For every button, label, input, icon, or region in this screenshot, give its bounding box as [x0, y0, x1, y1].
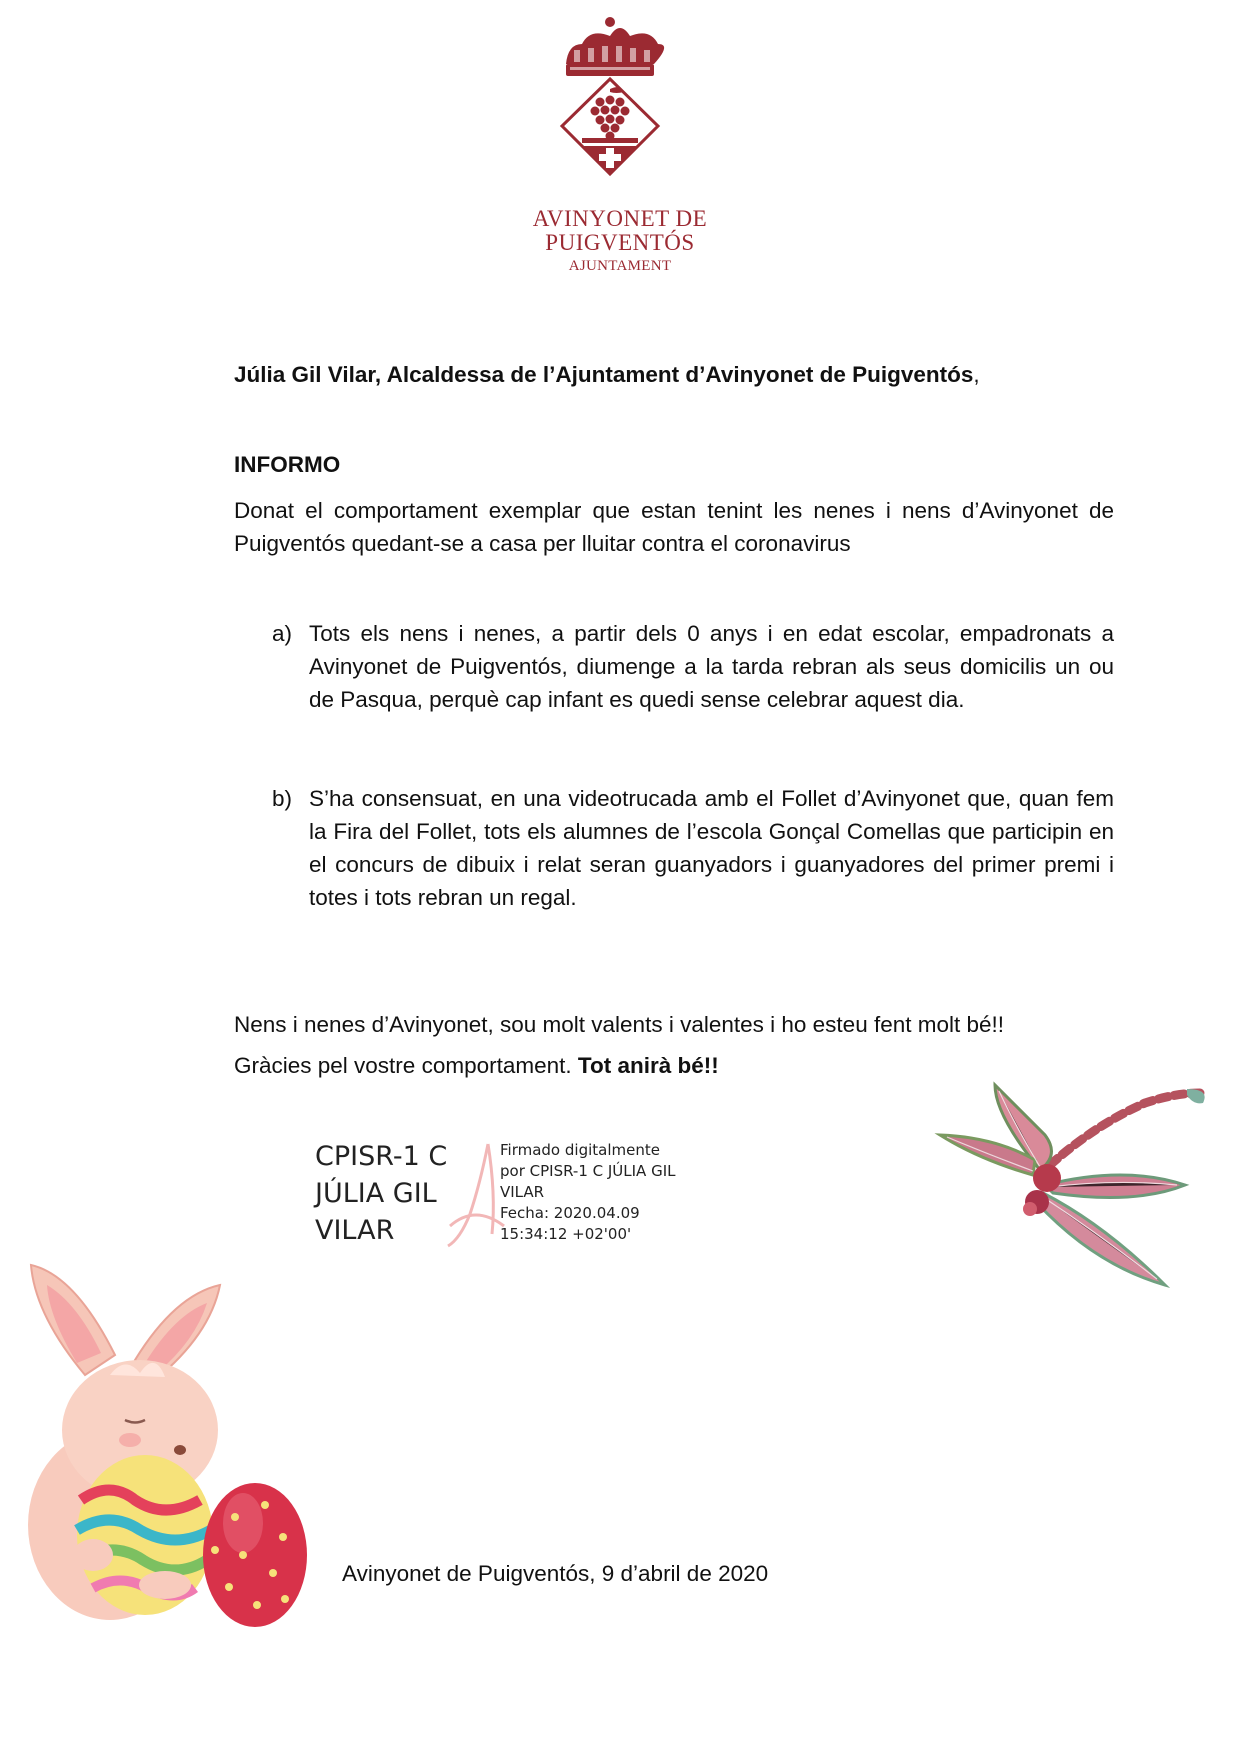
- intro-paragraph: Donat el comportament exemplar que estan tenint les nenes i nens d’Avinyonet de Puigventós quedant-se a casa per lluitar contra el coronavirus: [234, 498, 1114, 556]
- informo-title: INFORMO: [234, 452, 341, 477]
- closing-regular: Gràcies pel vostre comportament.: [234, 1053, 578, 1078]
- signature-info-line: Fecha: 2020.04.09: [500, 1204, 640, 1222]
- signature-name-line: VILAR: [315, 1215, 395, 1246]
- easter-bunny-illustration-icon: [15, 1255, 335, 1635]
- list-item-text: S’ha consensuat, en una videotrucada amb el Follet d’Avinyonet que, quan fem la Fira del Follet, tots els alumnes de l’escola Gonçal Comellas que participin en el concurs de dibuix i relat seran guanyadors i guanyadores del primer premi i totes i tots rebran un regal.: [309, 786, 1114, 910]
- signature-info-line: 15:34:12 +02'00': [500, 1225, 632, 1243]
- closing-line-2: [234, 1049, 719, 1082]
- logo-line-2: PUIGVENTÓS: [545, 230, 695, 255]
- closing-line-1: Nens i nenes d’Avinyonet, sou molt valents i valentes i ho esteu fent molt bé!!: [234, 1012, 1005, 1037]
- letter-heading: [234, 358, 980, 391]
- logo-line-1: AVINYONET DE: [532, 206, 708, 231]
- signature-info: [500, 1140, 700, 1245]
- heading-comma: ,: [973, 362, 980, 387]
- list-marker: a): [272, 621, 293, 646]
- list-item-a: [272, 617, 1114, 716]
- signature-info-line: Firmado digitalmente: [500, 1141, 660, 1159]
- list-item-text: Tots els nens i nenes, a partir dels 0 anys i en edat escolar, empadronats a Avinyonet de Puigventós, diumenge a la tarda rebran als seus domicilis un ou de Pasqua, perquè cap infant es quedi sense celebrar aquest dia.: [309, 621, 1114, 712]
- dragonfly-illustration-icon: [925, 1075, 1215, 1305]
- closing-bold: Tot anirà bé!!: [577, 1053, 719, 1078]
- signature-name-line: CPISR-1 C: [315, 1141, 448, 1172]
- municipal-logo: [520, 14, 720, 284]
- place-date: Avinyonet de Puigventós, 9 d’abril de 2020: [342, 1561, 769, 1586]
- signature-info-line: por CPISR-1 C JÚLIA GIL: [500, 1162, 676, 1180]
- list-item-b: [272, 782, 1114, 914]
- signature-name-line: JÚLIA GIL: [315, 1178, 437, 1209]
- heading-name: Júlia Gil Vilar, Alcaldessa de l’Ajuntament d’Avinyonet de Puigventós: [234, 362, 974, 387]
- signature-info-line: VILAR: [500, 1183, 545, 1201]
- coat-of-arms-icon: [520, 14, 720, 204]
- logo-line-3: AJUNTAMENT: [568, 258, 672, 274]
- list-marker: b): [272, 786, 293, 811]
